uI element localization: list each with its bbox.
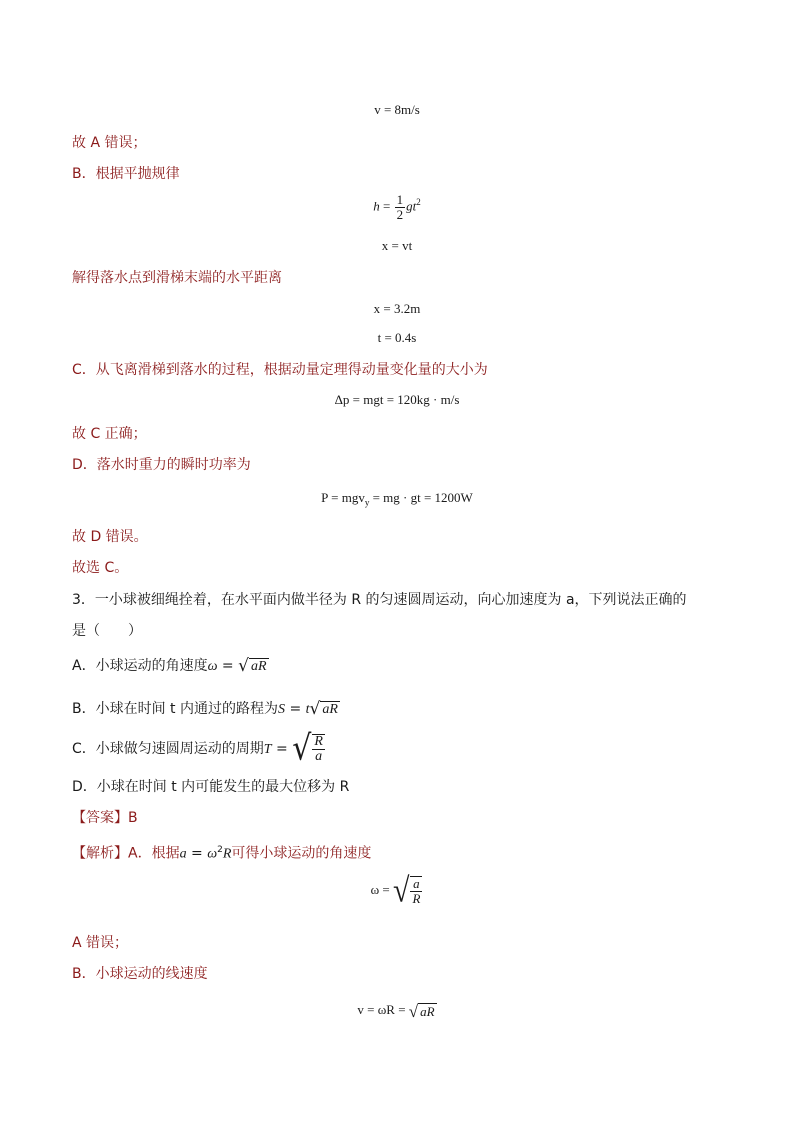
text-d-wrong: 故 D 错误。 xyxy=(72,529,148,545)
text-d-label: D．落水时重力的瞬时功率为 xyxy=(72,457,251,473)
sqrt-aR: √ aR xyxy=(238,656,267,676)
analysis-rest: 可得小球运动的角速度 xyxy=(231,845,372,862)
text-solve-distance: 解得落水点到滑梯末端的水平距离 xyxy=(72,270,282,286)
question-3-line2: 是（ ） xyxy=(72,623,142,639)
equation-x-vt: x = vt xyxy=(381,238,413,253)
text-c-label: C．从飞离滑梯到落水的过程，根据动量定理得动量变化量的大小为 xyxy=(72,362,488,378)
power-rest: = mg · gt = 1200W xyxy=(369,490,473,505)
question-3-line1: 3．一小球被细绳拴着，在水平面内做半径为 R 的匀速圆周运动，向心加速度为 a，下列说法正确的 xyxy=(72,592,687,608)
text-choose-c: 故选 C。 xyxy=(72,560,129,576)
equation-linear-velocity: v = ωR = √ aR xyxy=(357,1001,435,1021)
option-c-text: C．小球做匀速圆周运动的周期 xyxy=(72,741,264,757)
equation-t-value: t = 0.4s xyxy=(377,330,417,345)
equation-height: h = $\frac{1}{2}$ $gt^2$ xyxy=(373,192,421,222)
equation-velocity: v = 8m/s xyxy=(374,102,420,117)
equation-x-value: x = 3.2m xyxy=(373,301,421,316)
option-b: B．小球在时间 t 内通过的路程为S = t√ aR xyxy=(72,699,338,719)
option-c: C．小球做匀速圆周运动的周期T = √ $\frac{R}{a}$ xyxy=(72,728,323,769)
option-a: A．小球运动的角速度ω = √ aR xyxy=(72,656,267,676)
text-a-wrong-2: A 错误； xyxy=(72,935,129,951)
equation-momentum: Δp = mgt = 120kg · m/s xyxy=(334,392,460,407)
text-b-linear: B．小球运动的线速度 xyxy=(72,966,208,982)
text-b-label: B．根据平抛规律 xyxy=(72,166,180,182)
option-a-text: A．小球运动的角速度 xyxy=(72,658,208,674)
power-main: P = mgv xyxy=(321,490,365,505)
equation-power xyxy=(0,489,794,512)
text-c-correct: 故 C 正确； xyxy=(72,426,147,442)
equation-omega: ω = √ $\frac{a}{R}$ xyxy=(370,871,421,910)
option-d: D．小球在时间 t 内可能发生的最大位移为 R xyxy=(72,779,350,795)
answer: 【答案】B xyxy=(72,810,138,826)
power-subscript: y xyxy=(364,497,370,508)
option-b-text: B．小球在时间 t 内通过的路程为 xyxy=(72,701,278,717)
omega-lhs: ω = xyxy=(370,881,390,897)
analysis: 【解析】A．根据$a = \omega^2R$可得小球运动的角速度 xyxy=(72,845,372,862)
analysis-lead: 【解析】A．根据 xyxy=(72,845,180,862)
text-a-wrong: 故 A 错误； xyxy=(72,135,147,151)
v-omega-lhs: v = ωR = xyxy=(357,1002,406,1017)
